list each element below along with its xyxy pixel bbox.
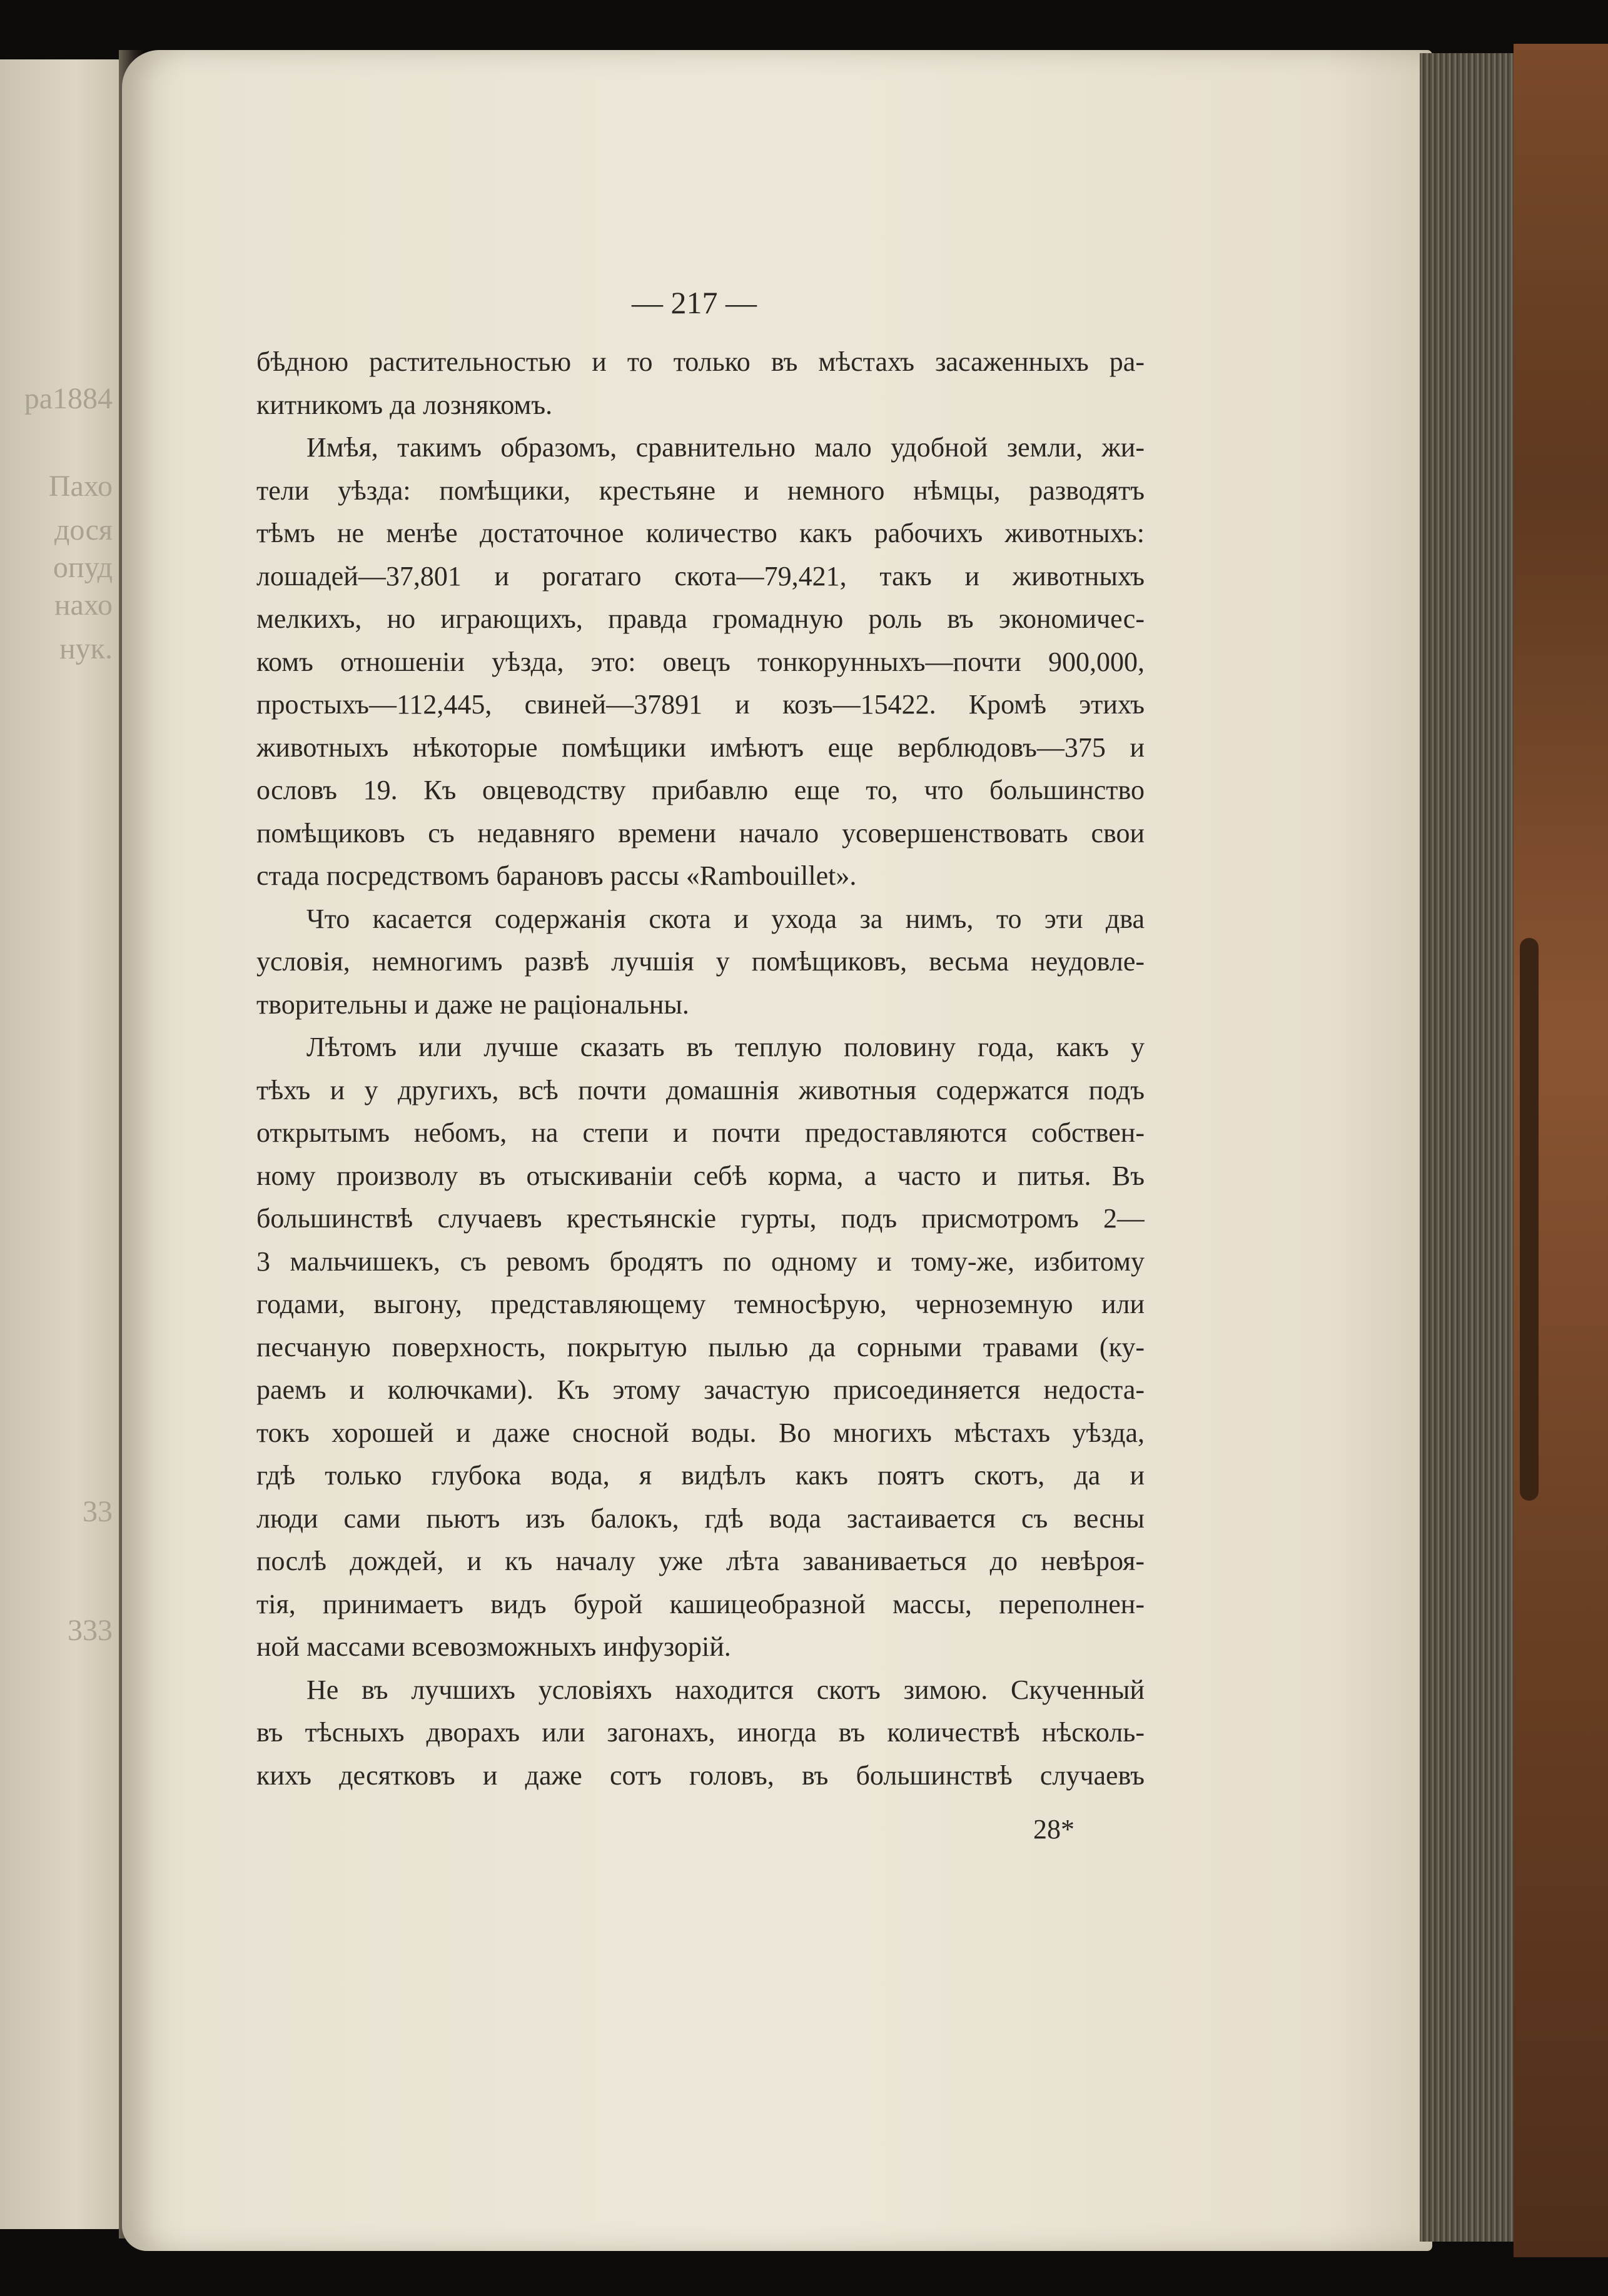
text-line: условія, немногимъ развѣ лучшія у помѣщиковъ, весьма неудовле- xyxy=(256,946,1145,977)
text-line: творительны и даже не раціональны. xyxy=(256,989,689,1020)
text-line: комъ отношеніи уѣзда, это: овецъ тонкорунныхъ—почти 900,000, xyxy=(256,646,1145,677)
left-page-fragment: ра1884 xyxy=(24,382,113,415)
text-line: Имѣя, такимъ образомъ, сравнительно мало удобной земли, жи- xyxy=(306,432,1145,463)
body-text xyxy=(256,341,1145,1797)
printer-signature-mark: 28* xyxy=(1033,1814,1075,1845)
text-line: годами, выгону, представляющему темносѣрую, черноземную или xyxy=(256,1289,1145,1319)
text-line: Не въ лучшихъ условіяхъ находится скотъ зимою. Скученный xyxy=(306,1674,1145,1705)
text-line: люди сами пьютъ изъ балокъ, гдѣ вода застаивается съ весны xyxy=(256,1503,1145,1534)
left-page-fragment: 33 xyxy=(83,1495,113,1528)
text-line: стада посредствомъ барановъ рассы «Rambouillet». xyxy=(256,860,857,891)
left-page-fragment: Пахо xyxy=(48,470,113,503)
text-line: тѣмъ не менѣе достаточное количество какъ рабочихъ животныхъ: xyxy=(256,518,1145,548)
text-line: бѣдною растительностью и то только въ мѣстахъ засаженныхъ ра- xyxy=(256,346,1145,377)
page-stack-edges xyxy=(1420,53,1526,2242)
text-line: въ тѣсныхъ дворахъ или загонахъ, иногда въ количествѣ нѣсколь- xyxy=(256,1717,1145,1748)
left-page-fragment: опуд xyxy=(53,551,113,584)
text-line: простыхъ—112,445, свиней—37891 и козъ—15422. Кромѣ этихъ xyxy=(256,689,1145,720)
left-page-fragment: нахо xyxy=(54,588,113,622)
text-line: раемъ и колючками). Къ этому зачастую присоединяется недоста- xyxy=(256,1374,1145,1405)
text-line: тѣхъ и у другихъ, всѣ почти домашнія животныя содержатся подъ xyxy=(256,1074,1145,1105)
text-line: китникомъ да лознякомъ. xyxy=(256,389,553,420)
text-line: послѣ дождей, и къ началу уже лѣта заваниваеться до невѣроя- xyxy=(256,1546,1145,1576)
text-line: песчаную поверхность, покрытую пылью да сорными травами (ку- xyxy=(256,1331,1145,1362)
text-line: 3 мальчишекъ, съ ревомъ бродятъ по одному и тому-же, избитому xyxy=(256,1246,1145,1277)
left-page-fragment: нук. xyxy=(59,632,113,665)
left-page-fragment: 333 xyxy=(68,1614,113,1647)
text-line: большинствѣ случаевъ крестьянскіе гурты, подъ присмотромъ 2— xyxy=(256,1203,1145,1234)
left-page-fragment: дося xyxy=(54,513,113,546)
text-line: ной массами всевозможныхъ инфузорій. xyxy=(256,1631,731,1662)
text-line: ному произволу въ отыскиваніи себѣ корма, а часто и питья. Въ xyxy=(256,1160,1145,1191)
text-line: кихъ десятковъ и даже сотъ головъ, въ большинствѣ случаевъ xyxy=(256,1760,1145,1791)
text-line: животныхъ нѣкоторые помѣщики имѣютъ еще верблюдовъ—375 и xyxy=(256,732,1145,763)
cover-edge-shadow xyxy=(1520,938,1539,1501)
text-line: Что касается содержанія скота и ухода за нимъ, то эти два xyxy=(306,903,1145,934)
text-line: тія, принимаетъ видъ бурой кашицеобразной массы, переполнен- xyxy=(256,1588,1145,1619)
text-line: токъ хорошей и даже сносной воды. Во многихъ мѣстахъ уѣзда, xyxy=(256,1417,1145,1448)
text-line: мелкихъ, но играющихъ, правда громадную роль въ экономичес- xyxy=(256,603,1145,634)
text-line: ословъ 19. Къ овцеводству прибавлю еще то, что большинство xyxy=(256,775,1145,805)
text-line: гдѣ только глубока вода, я видѣлъ какъ поятъ скотъ, да и xyxy=(256,1460,1145,1491)
text-line: лошадей—37,801 и рогатаго скота—79,421, такъ и животныхъ xyxy=(256,560,1145,592)
text-line: Лѣтомъ или лучше сказать въ теплую половину года, какъ у xyxy=(306,1032,1145,1062)
text-line: открытымъ небомъ, на степи и почти предоставляются собствен- xyxy=(256,1117,1145,1148)
text-line: тели уѣзда: помѣщики, крестьяне и немного нѣмцы, разводятъ xyxy=(256,475,1145,506)
page-number: — 217 — xyxy=(632,285,757,320)
text-line: помѣщиковъ съ недавняго времени начало усовершенствовать свои xyxy=(256,817,1145,848)
